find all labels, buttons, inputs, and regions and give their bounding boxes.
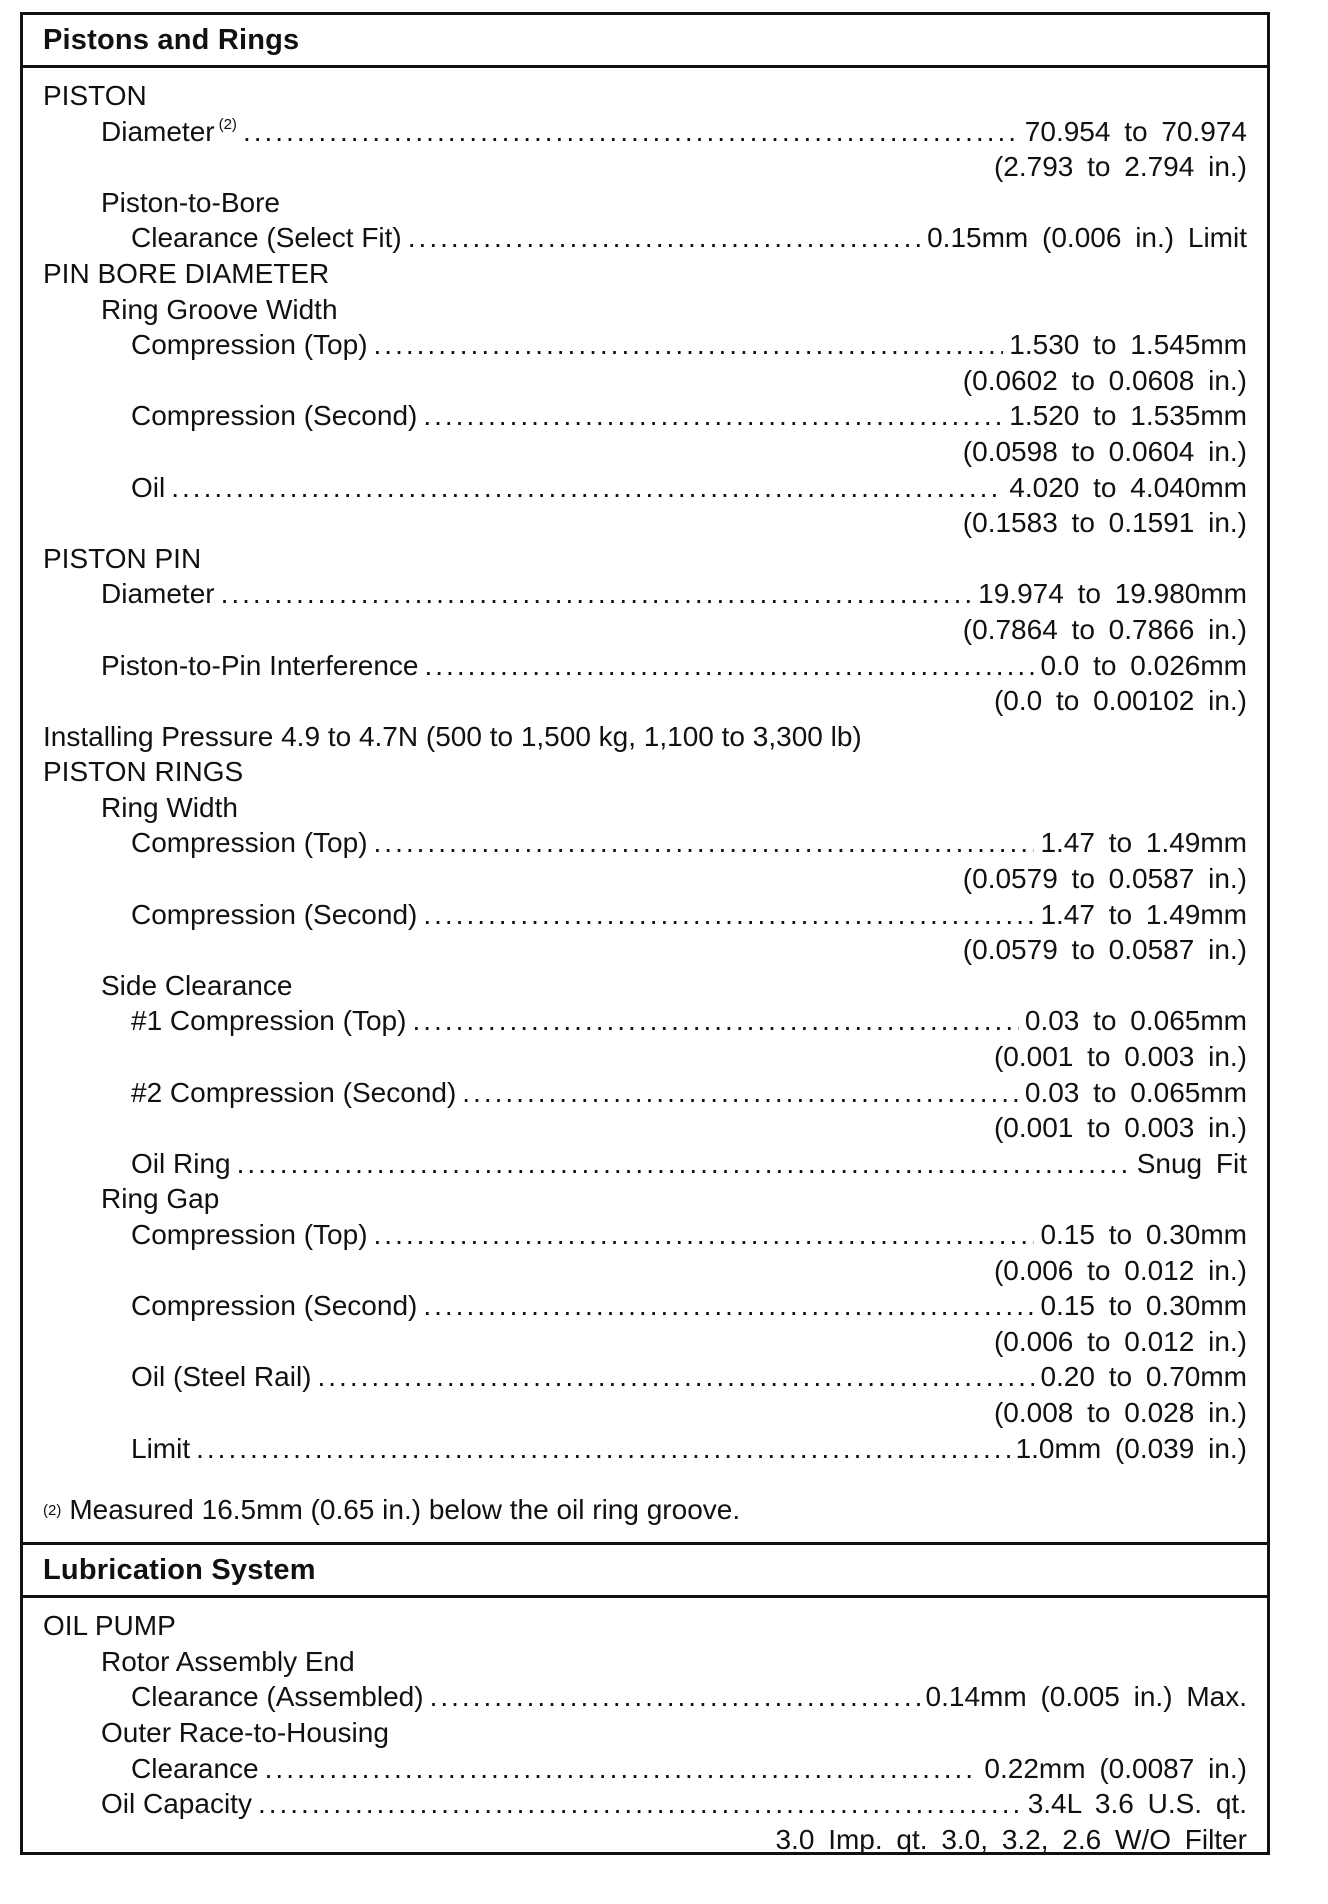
spec-value-inches: (2.793 to 2.794 in.)	[993, 151, 1247, 183]
section-title-pistons-and-rings: Pistons and Rings	[23, 15, 1267, 68]
spec-label: #2 Compression (Second)	[131, 1076, 457, 1108]
spec-installing-pressure	[43, 721, 1247, 757]
heading-piston-pin	[43, 543, 1247, 579]
spec-value-inches: (0.008 to 0.028 in.)	[993, 1396, 1247, 1428]
spec-value: 1.47 to 1.49mm	[1040, 898, 1247, 930]
spec-piston-to-bore	[43, 222, 1247, 258]
spec-gap-oil-steel-rail-in	[43, 1397, 1247, 1433]
spec-groove-compression-top-in	[43, 365, 1247, 401]
leader-dots	[317, 1361, 1034, 1393]
spec-groove-compression-second	[43, 400, 1247, 436]
spec-oil-capacity-cont	[43, 1824, 1247, 1860]
spec-width-compression-top	[43, 827, 1247, 863]
spec-label: Oil (Steel Rail)	[131, 1361, 312, 1393]
subheading-ring-gap	[43, 1183, 1247, 1219]
subheading-side-clearance	[43, 970, 1247, 1006]
spec-side-compression-second-in	[43, 1112, 1247, 1148]
spec-label: Piston-to-Pin Interference	[101, 649, 419, 681]
spec-value: 3.4L 3.6 U.S. qt.	[1027, 1788, 1247, 1820]
spec-value: 1.520 to 1.535mm	[1009, 400, 1247, 432]
spec-value-inches: (0.006 to 0.012 in.)	[993, 1254, 1247, 1286]
footnote-ref: (2)	[218, 115, 237, 133]
spec-width-compression-second-in	[43, 934, 1247, 970]
leader-dots	[265, 1753, 979, 1785]
heading-oil-pump	[43, 1610, 1247, 1646]
heading-label: OIL PUMP	[43, 1610, 176, 1642]
heading-pin-bore-diameter	[43, 258, 1247, 294]
spec-label: Compression (Second)	[131, 898, 418, 930]
spec-groove-oil-in	[43, 507, 1247, 543]
spec-width-compression-second	[43, 899, 1247, 935]
spec-value: 0.03 to 0.065mm	[1024, 1005, 1247, 1037]
spec-table	[20, 12, 1270, 1855]
spec-label	[101, 116, 237, 148]
leader-dots	[425, 650, 1035, 682]
leader-dots	[196, 1433, 1009, 1465]
subheading-label: Side Clearance	[101, 969, 293, 1001]
spec-gap-compression-top-in	[43, 1255, 1247, 1291]
spec-pin-diameter	[43, 578, 1247, 614]
spec-side-oil-ring	[43, 1148, 1247, 1184]
leader-dots	[374, 329, 1004, 361]
spec-piston-to-bore-heading	[43, 187, 1247, 223]
spec-outer-race-heading	[43, 1717, 1247, 1753]
leader-dots	[423, 899, 1034, 931]
section-body-pistons	[23, 68, 1267, 1534]
spec-groove-oil	[43, 472, 1247, 508]
heading-label: PISTON PIN	[43, 542, 202, 574]
spec-value: 1.47 to 1.49mm	[1040, 827, 1247, 859]
spec-value: 0.22mm (0.0087 in.)	[984, 1752, 1247, 1784]
spec-rotor-heading	[43, 1646, 1247, 1682]
spec-label: Rotor Assembly End	[101, 1645, 355, 1677]
spec-piston-diameter	[43, 116, 1247, 152]
leader-dots	[243, 116, 1019, 148]
spec-label: #1 Compression (Top)	[131, 1005, 407, 1037]
section-title-lubrication-system: Lubrication System	[23, 1542, 1267, 1598]
spec-label: Oil Capacity	[101, 1788, 252, 1820]
spec-gap-compression-second	[43, 1290, 1247, 1326]
leader-dots	[423, 1290, 1034, 1322]
spec-outer-race-clearance	[43, 1753, 1247, 1789]
heading-label: PISTON RINGS	[43, 756, 244, 788]
spec-label: Oil Ring	[131, 1147, 231, 1179]
subheading-label: Ring Width	[101, 791, 238, 823]
spec-pin-diameter-in	[43, 614, 1247, 650]
spec-value: 0.15 to 0.30mm	[1040, 1219, 1247, 1250]
spec-value: 19.974 to 19.980mm	[978, 578, 1247, 610]
spec-gap-compression-second-in	[43, 1326, 1247, 1362]
spec-value-inches: (0.0579 to 0.0587 in.)	[962, 863, 1247, 895]
subheading-ring-groove-width	[43, 294, 1247, 330]
heading-label: PIN BORE DIAMETER	[43, 257, 330, 289]
spec-value-continued: 3.0 Imp. qt. 3.0, 3.2, 2.6 W/O Filter	[775, 1823, 1247, 1855]
footnote-text: Measured 16.5mm (0.65 in.) below the oil ring groove.	[69, 1494, 741, 1526]
spec-label: Compression (Second)	[131, 400, 418, 432]
footnote	[43, 1468, 1247, 1534]
spec-label: Compression (Second)	[131, 1290, 418, 1322]
spec-label: Compression (Top)	[131, 1219, 368, 1250]
spec-value: 4.020 to 4.040mm	[1009, 471, 1247, 503]
spec-pin-interference-in	[43, 685, 1247, 721]
spec-value-inches: (0.0 to 0.00102 in.)	[993, 685, 1247, 717]
spec-label: Piston-to-Bore	[101, 186, 280, 218]
leader-dots	[237, 1148, 1131, 1180]
spec-value-inches: (0.1583 to 0.1591 in.)	[962, 507, 1247, 539]
spec-value-inches: (0.001 to 0.003 in.)	[993, 1041, 1247, 1073]
section-body-lubrication	[23, 1598, 1267, 1859]
leader-dots	[462, 1077, 1019, 1109]
spec-label: Limit	[131, 1432, 191, 1464]
spec-label: Installing Pressure 4.9 to 4.7N (500 to 1,500 kg, 1,100 to 3,300 lb)	[43, 720, 862, 752]
spec-width-compression-top-in	[43, 863, 1247, 899]
spec-value-inches: (0.0602 to 0.0608 in.)	[962, 364, 1247, 396]
spec-value: 0.20 to 0.70mm	[1040, 1361, 1247, 1393]
spec-side-compression-top	[43, 1005, 1247, 1041]
spec-rotor-clearance	[43, 1681, 1247, 1717]
heading-piston-label: PISTON	[43, 80, 147, 111]
leader-dots	[171, 472, 1003, 504]
spec-value-inches: (0.0579 to 0.0587 in.)	[962, 934, 1247, 966]
heading-piston-rings	[43, 756, 1247, 792]
spec-label: Compression (Top)	[131, 827, 368, 859]
spec-label: Outer Race-to-Housing	[101, 1716, 389, 1748]
diameter-label-text: Diameter	[101, 115, 215, 147]
spec-label: Clearance (Assembled)	[131, 1681, 424, 1713]
spec-value: 70.954 to 70.974	[1024, 115, 1247, 147]
spec-value: 0.15mm (0.006 in.) Limit	[927, 222, 1247, 254]
leader-dots	[374, 1219, 1035, 1251]
spec-label: Diameter	[101, 578, 215, 610]
spec-value: 1.0mm (0.039 in.)	[1015, 1432, 1247, 1464]
spec-value: 1.530 to 1.545mm	[1009, 329, 1247, 361]
spec-piston-diameter-in	[43, 151, 1247, 187]
subheading-label: Ring Gap	[101, 1183, 220, 1215]
spec-label: Clearance	[131, 1752, 259, 1784]
leader-dots	[430, 1681, 920, 1713]
spec-value-inches: (0.001 to 0.003 in.)	[993, 1112, 1247, 1144]
spec-value: 0.03 to 0.065mm	[1024, 1076, 1247, 1108]
subheading-ring-width	[43, 792, 1247, 828]
heading-piston	[43, 80, 1247, 116]
spec-value: Snug Fit	[1136, 1147, 1247, 1179]
spec-side-compression-second	[43, 1077, 1247, 1113]
spec-value-inches: (0.006 to 0.012 in.)	[993, 1325, 1247, 1357]
subheading-label: Ring Groove Width	[101, 293, 338, 325]
spec-value: 0.15 to 0.30mm	[1040, 1290, 1247, 1322]
spec-label: Compression (Top)	[131, 329, 368, 361]
spec-pin-interference	[43, 650, 1247, 686]
leader-dots	[221, 578, 973, 610]
spec-value: 0.0 to 0.026mm	[1040, 649, 1247, 681]
spec-value-inches: (0.7864 to 0.7866 in.)	[962, 613, 1247, 645]
spec-value-inches: (0.0598 to 0.0604 in.)	[962, 435, 1247, 467]
leader-dots	[423, 400, 1003, 432]
spec-groove-compression-second-in	[43, 436, 1247, 472]
spec-value: 0.14mm (0.005 in.) Max.	[925, 1681, 1247, 1713]
spec-gap-limit	[43, 1433, 1247, 1469]
spec-gap-oil-steel-rail	[43, 1361, 1247, 1397]
leader-dots	[412, 1005, 1018, 1037]
footnote-mark: (2)	[43, 1501, 62, 1519]
spec-oil-capacity	[43, 1788, 1247, 1824]
spec-label: Clearance (Select Fit)	[131, 222, 402, 254]
spec-groove-compression-top	[43, 329, 1247, 365]
spec-gap-compression-top	[43, 1219, 1247, 1255]
leader-dots	[408, 222, 921, 254]
spec-side-compression-top-in	[43, 1041, 1247, 1077]
leader-dots	[258, 1788, 1022, 1820]
leader-dots	[374, 827, 1035, 859]
spec-label: Oil	[131, 471, 166, 503]
